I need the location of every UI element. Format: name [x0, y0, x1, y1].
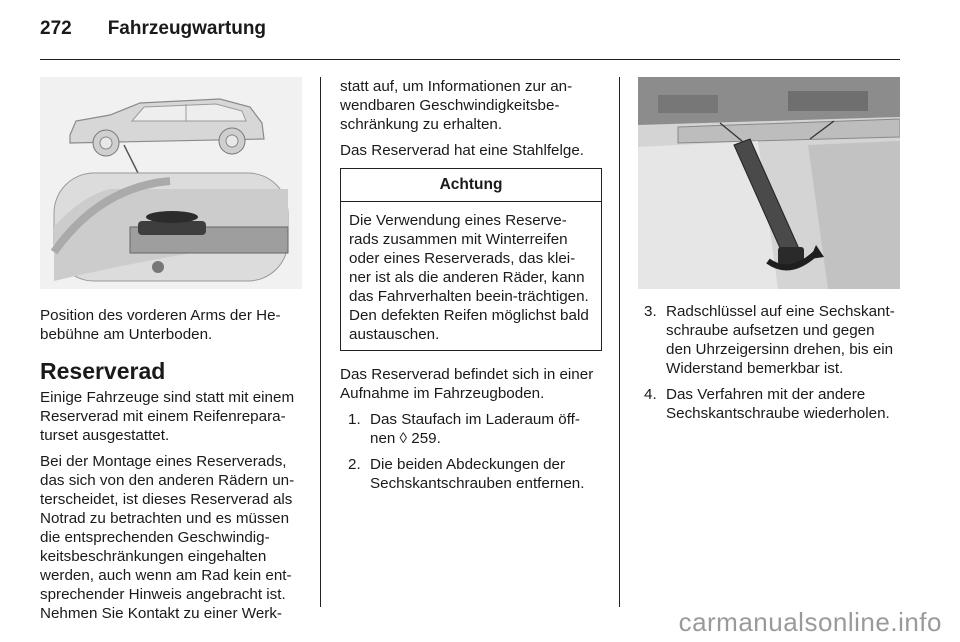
- watermark: carmanualsonline.info: [678, 607, 942, 637]
- list-item: [644, 385, 902, 423]
- step-list: [640, 302, 902, 423]
- step-number: 4.: [644, 386, 657, 403]
- paragraph: Bei der Montage eines Reserverads, das sich von den anderen Rädern un-terscheidet, ist dieses Reserverad als Notrad zu betrachten und es müssen die entsprechenden Geschwindig-keitsbeschränkungen eingehalten werden, auch wenn am Rad kein ent-sprechender Hinweis angebracht ist. Nehmen Sie Kontakt zu einer Werk-: [40, 453, 295, 622]
- column-middle: [340, 77, 602, 500]
- paragraph: Das Reserverad befindet sich in einer Aufnahme im Fahrzeugboden.: [340, 366, 594, 402]
- list-item: [348, 455, 602, 493]
- step-text: Das Verfahren mit der andere Sechskantschraube wiederholen.: [666, 386, 890, 422]
- list-item: [348, 410, 602, 448]
- step-text: Radschlüssel auf eine Sechskant-schraube aufsetzen und gegen den Uhrzeigersinn drehen, bis ein Widerstand bemerkbar ist.: [666, 303, 895, 377]
- wrench-drawing: [638, 77, 900, 289]
- step-number: 1.: [348, 411, 361, 428]
- lift-point-illustration: [40, 77, 302, 289]
- warning-text: Die Verwendung eines Reserve-rads zusammen mit Winterreifen oder eines Reserverads, das klei-ner ist als die anderen Räder, kann das Fahrverhalten beein-trächtigen. Den defekten Reifen möglichst bald austauschen.: [349, 212, 589, 343]
- page-number: 272: [40, 18, 72, 39]
- section-heading: Reserverad: [40, 358, 166, 384]
- step-number: 3.: [644, 303, 657, 320]
- warning-title: Achtung: [341, 169, 601, 202]
- column-divider: [619, 77, 620, 607]
- page-title: Fahrzeugwartung: [107, 18, 267, 39]
- step-number: 2.: [348, 456, 361, 473]
- header-divider: [40, 59, 900, 60]
- car-lift-drawing: [40, 77, 302, 289]
- paragraph: Das Reserverad hat eine Stahlfelge.: [340, 142, 584, 159]
- wheel-wrench-illustration: [638, 77, 900, 289]
- column-right: [640, 302, 902, 430]
- step-text: Das Staufach im Laderaum öff-nen ◊ 259.: [370, 411, 580, 447]
- step-list: [340, 410, 602, 493]
- step-text: Die beiden Abdeckungen der Sechskantschrauben entfernen.: [370, 456, 585, 492]
- paragraph: statt auf, um Informationen zur an-wendbaren Geschwindigkeitsbe-schränkung zu erhalten.: [340, 78, 573, 133]
- paragraph: Einige Fahrzeuge sind statt mit einem Reserverad mit einem Reifenrepara-turset ausgestattet.: [40, 389, 295, 444]
- page-header: [40, 18, 266, 40]
- column-divider: [320, 77, 321, 607]
- list-item: [644, 302, 902, 378]
- column-left: [40, 306, 302, 630]
- figure-caption: Position des vorderen Arms der He-bebühne am Unterboden.: [40, 307, 281, 343]
- warning-box: [340, 168, 602, 351]
